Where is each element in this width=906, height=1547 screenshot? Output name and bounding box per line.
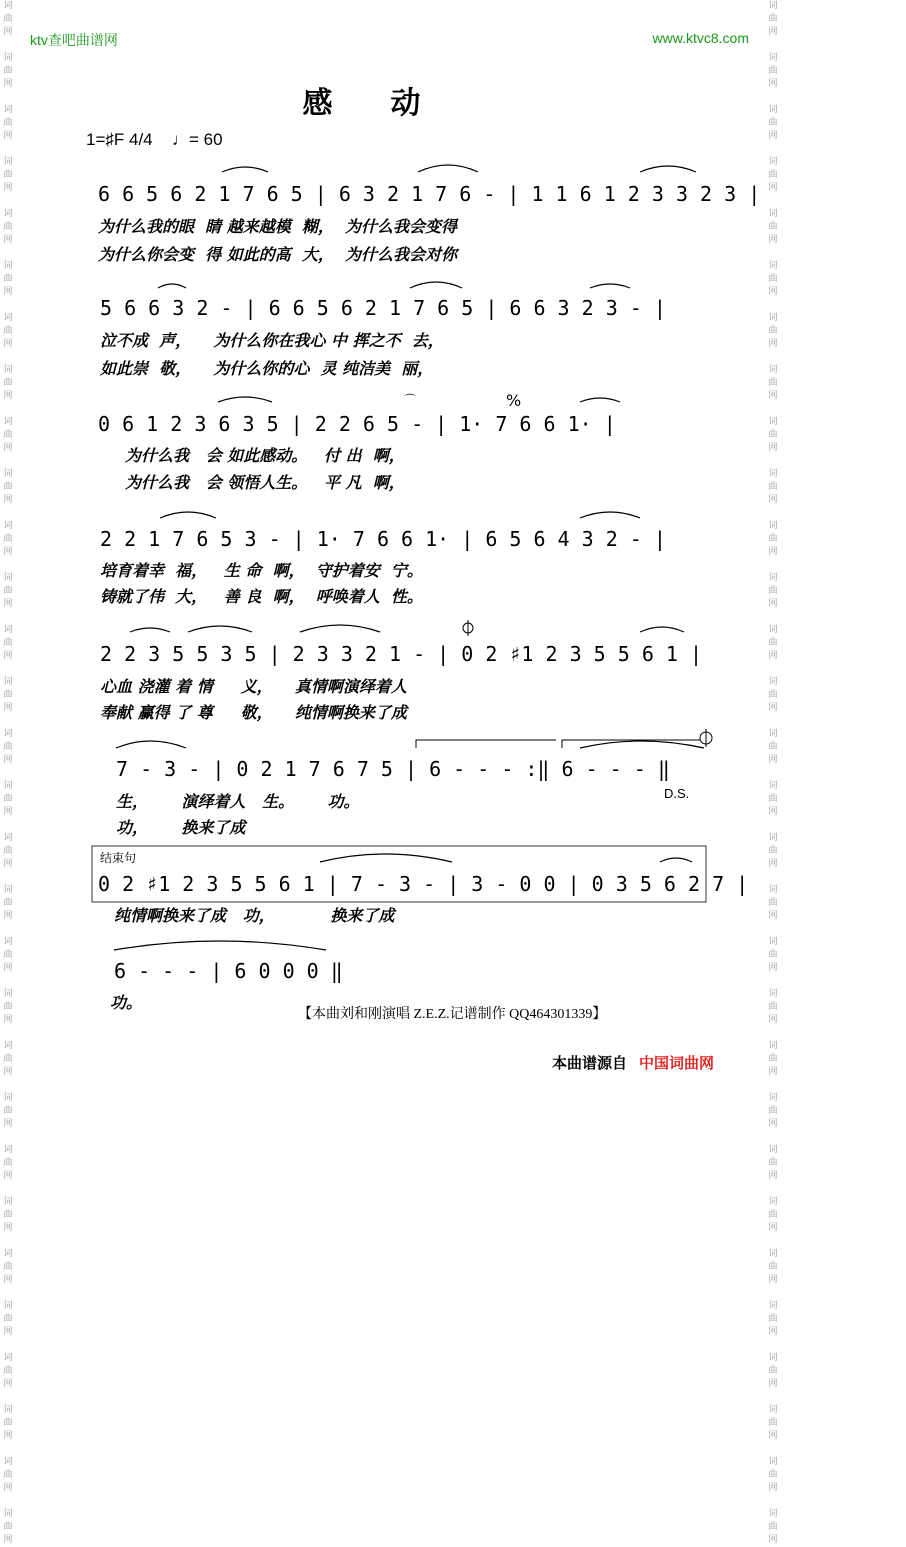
right-watermark-strip: 词 曲 网 词 曲 网 词 曲 网 词 曲 网 词 曲 网 词 曲 网 词 曲 网 词 曲 网 词 曲 网 词 曲 网 词 曲 网 词 曲 网 词 曲 网 词 曲 网 词 曲 网 词 曲 网 词 曲 网 词 曲 网 词 曲 网 词 曲 网 词 曲 网 词 曲 网 词 曲 网 词 曲 网 词 曲 网 词 曲 网 词 曲 网 词 曲 网 词 曲 网 词 曲 网 [768, 1, 778, 1545]
song-title: 感动 [302, 86, 479, 121]
credit-line: 【本曲刘和刚演唱 Z.E.Z.记谱制作 QQ464301339】 [298, 1007, 607, 1022]
slur [410, 282, 462, 288]
notation-row-1: 6 6 5 6 2 1 7 6 5 | 6 3 2 1 7 6 - | 1 1 6 1 2 3 3 2 3 | [98, 182, 761, 206]
notation-row-8: 6 - - - | 6 0 0 0 ‖ [114, 959, 343, 983]
lyric-row-1-verse-1: 为什么我的眼 睛 越来越模 糊， 为什么我会变得 [98, 217, 457, 236]
fermata-sign: ⌒ [404, 393, 417, 407]
lyric-row-2-verse-2: 如此崇 敬， 为什么你的心 灵 纯洁美 丽， [100, 359, 434, 378]
slur [580, 741, 704, 748]
notation-row-4: 2 2 1 7 6 5 3 - | 1· 7 6 6 1· | 6 5 6 4 3 2 - | [100, 527, 666, 551]
lyric-row-2-verse-1: 泣不成 声， 为什么你在我心 中 挥之不 去， [100, 331, 444, 350]
notation-row-6: 7 - 3 - | 0 2 1 7 6 7 5 | 6 - - - :‖ 6 - - - ‖ [116, 757, 670, 781]
slur [160, 512, 216, 518]
slur [300, 625, 380, 632]
lyric-row-4-verse-1: 培育着幸 福， 生 命 啊， 守护着安 宁。 [100, 561, 423, 580]
notation-row-2: 5 6 6 3 2 - | 6 6 5 6 2 1 7 6 5 | 6 6 3 2 3 - | [100, 296, 666, 320]
slur [640, 166, 696, 172]
slur [418, 165, 478, 172]
notation-row-7: 0 2 ♯1 2 3 5 5 6 1 | 7 - 3 - | 3 - 0 0 | 0 3 5 6 2 7 | [98, 872, 749, 896]
slur [222, 167, 268, 172]
slur [130, 628, 170, 632]
ds-marking: D.S. [664, 786, 690, 801]
slur [580, 512, 640, 518]
slur [188, 626, 252, 632]
header-site-url[interactable]: www.ktvc8.com [652, 30, 749, 46]
slur [114, 941, 326, 950]
lyric-row-4-verse-2: 铸就了伟 大， 善 良 啊， 呼唤着人 性。 [100, 587, 423, 606]
notation-row-3: 0 6 1 2 3 6 3 5 | 2 2 6 5 - | 1· 7 6 6 1· | [98, 412, 616, 436]
slur [218, 397, 272, 402]
lyric-row-5-verse-1: 心血 浇灌 着 情 义， 真情啊演绎着人 [100, 677, 407, 696]
lyric-row-7: 纯情啊换来了成 功， 换来了成 [114, 906, 395, 925]
slur [640, 627, 684, 632]
tempo-marking: ♩= 60 [172, 130, 223, 149]
left-watermark-strip: 词 曲 网 词 曲 网 词 曲 网 词 曲 网 词 曲 网 词 曲 网 词 曲 网 词 曲 网 词 曲 网 词 曲 网 词 曲 网 词 曲 网 词 曲 网 词 曲 网 词 曲 网 词 曲 网 词 曲 网 词 曲 网 词 曲 网 词 曲 网 词 曲 网 词 曲 网 词 曲 网 词 曲 网 词 曲 网 词 曲 网 词 曲 网 词 曲 网 词 曲 网 词 曲 网 [3, 1, 13, 1545]
header-site-name[interactable]: ktv查吧曲谱网 [30, 32, 118, 48]
lyric-row-5-verse-2: 奉献 赢得 了 尊 敬， 纯情啊换来了成 [100, 703, 407, 722]
key-signature: 1=♯F 4/4 [86, 130, 153, 149]
ending-label: 结束句 [100, 851, 137, 865]
lyric-row-6-verse-1: 生， 演绎着人 生。 功。 [116, 792, 360, 811]
lyric-row-3-verse-1: 为什么我 会 如此感动。 付 出 啊， [125, 446, 405, 465]
slur [580, 398, 620, 402]
notation-row-5: 2 2 3 5 5 3 5 | 2 3 3 2 1 - | 0 2 ♯1 2 3 5 5 6 1 | [100, 642, 703, 666]
slur [116, 741, 186, 748]
source-prefix: 本曲谱源自 [552, 1054, 628, 1072]
slur [660, 858, 692, 862]
lyric-row-1-verse-2: 为什么你会变 得 如此的高 大， 为什么我会对你 [98, 245, 457, 264]
lyric-row-6-verse-2: 功， 换来了成 [116, 818, 246, 837]
lyric-row-3-verse-2: 为什么我 会 领悟人生。 平 凡 啊， [125, 473, 405, 492]
slur [158, 284, 186, 288]
slur [320, 854, 452, 862]
lyric-row-8: 功。 [110, 993, 143, 1012]
slur [590, 284, 630, 288]
volta-1 [416, 740, 556, 748]
source-site-link[interactable]: 中国词曲网 [639, 1054, 715, 1072]
segno-sign: % [506, 391, 522, 410]
